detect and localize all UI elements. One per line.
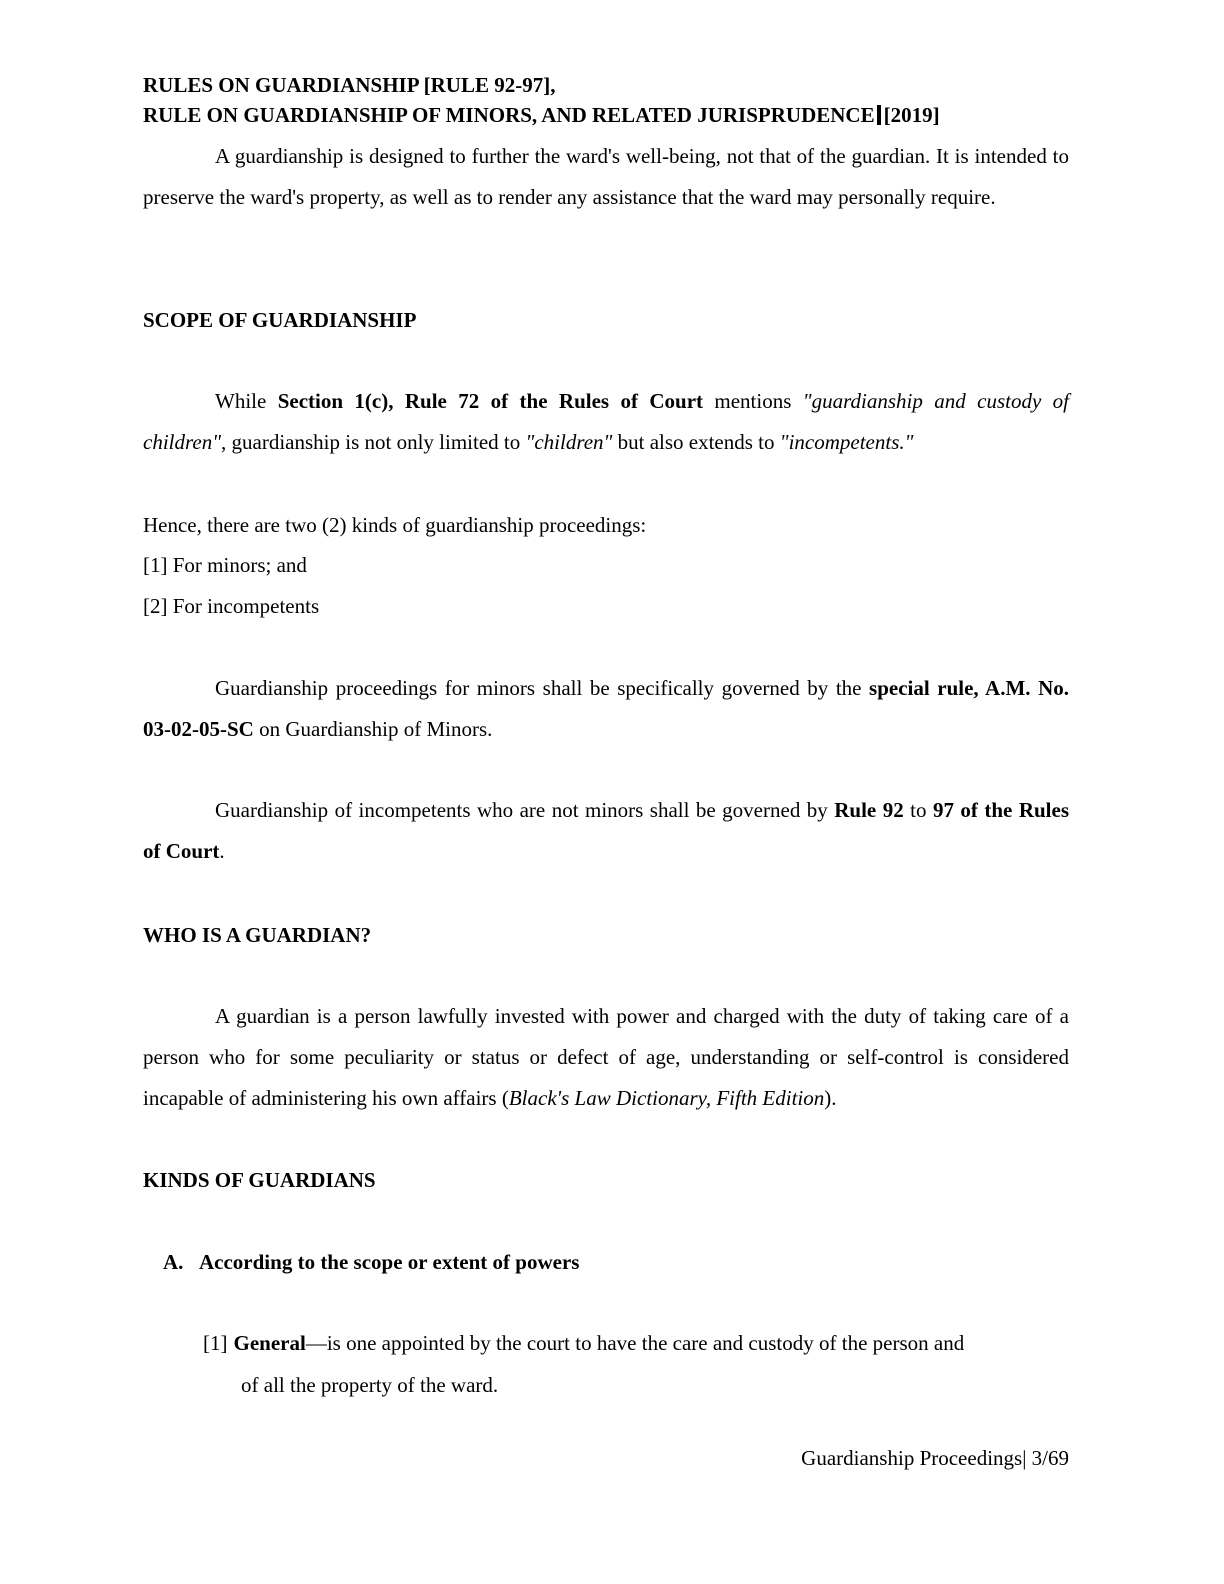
header-year: [2019] [883,103,940,127]
header-title-line2 [143,102,940,128]
list-item: [2] For incompetents [143,594,320,618]
scope-paragraph-1: While Section 1(c), Rule 72 of the Rules of Court mentions "guardianship and custody of children", guardianship is not only limited to "children" but also extends to "incompetents." [143,389,1069,454]
section-heading-who: WHO IS A GUARDIAN? [143,923,372,947]
subheading-scope-of-powers: A. According to the scope or extent of powers [163,1250,580,1274]
section-heading-scope: SCOPE OF GUARDIANSHIP [143,308,417,332]
list-item: [1] For minors; and [143,553,307,577]
section-heading-kinds: KINDS OF GUARDIANS [143,1168,376,1192]
kinds-item-general: [1] General—is one appointed by the court to have the care and custody of the person and [203,1331,965,1355]
scope-hence-line: Hence, there are two (2) kinds of guardianship proceedings: [143,513,647,537]
scope-paragraph-3: Guardianship of incompetents who are not minors shall be governed by Rule 92 to 97 of the Rules of Court. [143,798,1069,863]
header-separator-bar [877,105,881,125]
intro-paragraph: A guardianship is designed to further the ward's well-being, not that of the guardian. It is intended to preserve the ward's property, as well as to render any assistance that the ward may personally require. [143,144,1069,209]
page-footer: Guardianship Proceedings| 3/69 [801,1446,1069,1470]
header-title-text: RULE ON GUARDIANSHIP OF MINORS, AND RELATED JURISPRUDENCE [143,103,875,127]
who-paragraph: A guardian is a person lawfully invested with power and charged with the duty of taking care of a person who for some peculiarity or status or defect of age, understanding or self-control is considered incapable of administering his own affairs (Black's Law Dictionary, Fifth Edition). [143,1004,1069,1110]
scope-paragraph-2: Guardianship proceedings for minors shall be specifically governed by the special rule, A.M. No. 03-02-05-SC on Guardianship of Minors. [143,676,1070,741]
kinds-item-general-continued: of all the property of the ward. [241,1373,499,1397]
header-title-line1: RULES ON GUARDIANSHIP [RULE 92-97], [143,73,556,97]
